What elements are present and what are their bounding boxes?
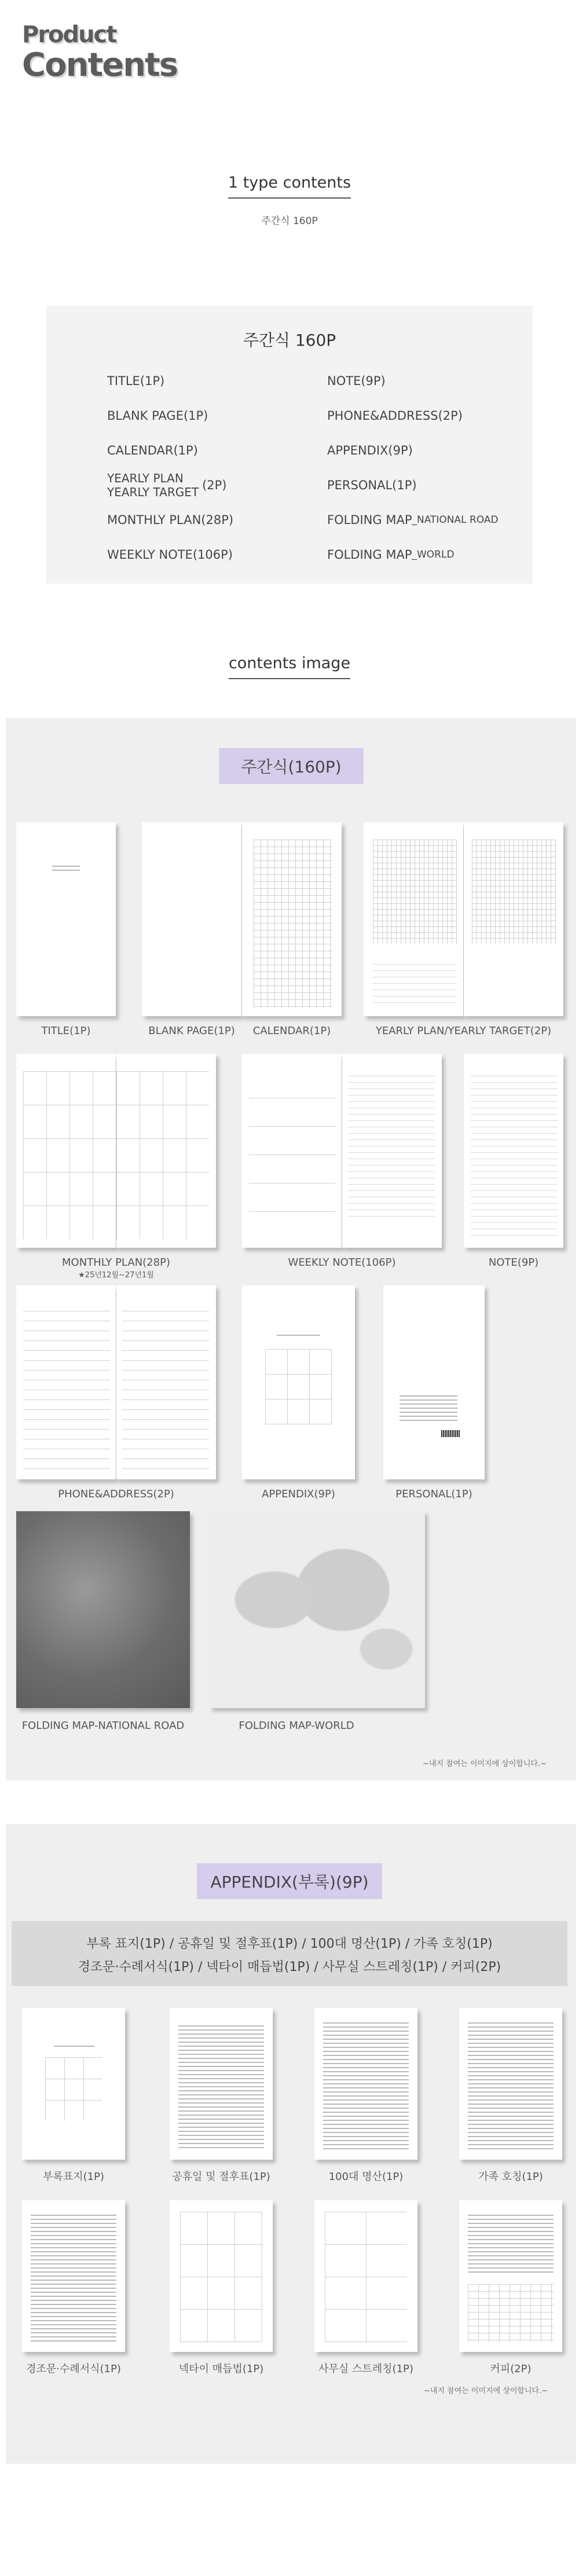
appendix-panel — [6, 1824, 576, 2464]
caption-personal: PERSONAL(1P) — [395, 1488, 472, 1500]
mini-weekly-days — [249, 1070, 336, 1238]
spec-item-fold-national — [327, 503, 499, 537]
thumb-condolence — [22, 2200, 125, 2352]
caption-appendix-5: 넥타이 매듭법(1P) — [178, 2363, 264, 2375]
mini-calendar-grid — [254, 840, 332, 1007]
spec-list-right — [327, 364, 499, 572]
caption-fold-world: FOLDING MAP-WORLD — [239, 1720, 354, 1732]
mini-coffee-text — [468, 2212, 554, 2275]
hero-line-contents: Contents — [22, 46, 178, 84]
fold-national-small: _NATIONAL ROAD — [412, 514, 499, 526]
mini-necktie-steps — [180, 2212, 262, 2342]
thumb-monthly-right — [116, 1054, 216, 1248]
spec-title: 주간식 160P — [243, 331, 336, 350]
appendix-summary-box — [12, 1921, 567, 1986]
contents-pill: 주간식(160P) — [219, 748, 364, 784]
mini-monthly-grid — [23, 1071, 116, 1239]
fold-national-main: FOLDING MAP — [327, 513, 412, 527]
yearly-plan-label: YEARLY PLAN — [107, 471, 184, 485]
thumb-map-world — [210, 1511, 425, 1708]
thumb-phone-left — [16, 1285, 116, 1479]
thumb-necktie — [170, 2200, 273, 2352]
spec-item: PHONE&ADDRESS(2P) — [327, 409, 463, 423]
korea-map-image — [16, 1511, 190, 1708]
spec-item: CALENDAR(1P) — [107, 444, 198, 457]
caption-yearly: YEARLY PLAN/YEARLY TARGET(2P) — [375, 1025, 552, 1037]
mini-appendix-icons — [265, 1349, 332, 1424]
type-section-title: 1 type contents — [228, 174, 351, 199]
caption-appendix-6: 사무실 스트레칭(1P) — [318, 2363, 413, 2375]
thumb-weekly-right — [342, 1054, 442, 1248]
caption-monthly — [16, 1256, 216, 1280]
thumb-phone-right — [116, 1285, 216, 1479]
caption-note: NOTE(9P) — [488, 1256, 539, 1269]
fold-world-main: FOLDING MAP — [327, 548, 412, 562]
mini-phone-lines — [23, 1302, 110, 1472]
thumb-stretching — [314, 2200, 417, 2352]
mini-appendix-title — [277, 1332, 320, 1339]
spec-item: WEEKLY NOTE(106P) — [107, 548, 233, 562]
mini-note-lines — [471, 1070, 558, 1241]
thumb-blank — [142, 822, 241, 1016]
image-section-header — [0, 654, 579, 679]
spec-box — [46, 306, 533, 584]
spec-item: APPENDIX(9P) — [327, 444, 413, 457]
caption-fold-road: FOLDING MAP-NATIONAL ROAD — [21, 1720, 185, 1732]
hero-title — [22, 22, 177, 83]
caption-monthly-label: MONTHLY PLAN(28P) — [62, 1256, 170, 1269]
mini-phone-lines-2 — [122, 1302, 209, 1472]
type-section-subtitle: 주간식 160P — [261, 215, 318, 227]
caption-blank: BLANK PAGE(1P) — [148, 1025, 235, 1037]
caption-appendix-1: 공휴일 및 절후표(1P) — [172, 2171, 270, 2183]
spec-item-fold-world — [327, 537, 499, 572]
caption-appendix-0: 부록표지(1P) — [43, 2171, 104, 2183]
caption-calendar: CALENDAR(1P) — [252, 1025, 331, 1037]
mini-stretching-steps — [325, 2212, 407, 2342]
mini-yearly-grid — [373, 840, 457, 944]
thumb-personal — [383, 1285, 485, 1479]
spec-item: TITLE(1P) — [107, 374, 165, 388]
mini-mountain-table — [323, 2020, 409, 2150]
world-map-image — [210, 1511, 425, 1708]
type-section-header — [0, 174, 579, 227]
yearly-count: (2P) — [202, 478, 227, 492]
caption-appendix: APPENDIX(9P) — [262, 1488, 335, 1500]
thumb-appendix — [242, 1285, 355, 1479]
image-section-title: contents image — [229, 654, 350, 679]
thumb-calendar — [242, 822, 342, 1016]
spec-list-left — [107, 364, 233, 572]
appendix-pill: APPENDIX(부록)(9P) — [197, 1863, 382, 1899]
mini-family-table — [468, 2020, 554, 2150]
barcode-icon — [441, 1430, 460, 1437]
mini-target-grid — [472, 840, 556, 944]
thumb-appendix-cover — [22, 2008, 125, 2160]
mini-condolence-text — [31, 2212, 116, 2342]
spec-item: PERSONAL(1P) — [327, 478, 417, 492]
thumb-mountains — [314, 2008, 417, 2160]
yearly-target-label: YEARLY TARGET — [107, 485, 199, 499]
mini-cover-icons — [45, 2057, 102, 2121]
appendix-summary-line1: 부록 표지(1P) / 공휴일 및 절후표(1P) / 100대 명산(1P) / 가족 호칭(1P) — [86, 1937, 493, 1951]
mini-yearly-lines — [373, 958, 457, 1007]
appendix-summary-line2: 경조문·수례서식(1P) / 넥타이 매듭법(1P) / 사무실 스트레칭(1P) / 커피(2P) — [78, 1960, 501, 1974]
thumb-yearly-plan — [364, 822, 463, 1016]
caption-title: TITLE(1P) — [41, 1025, 91, 1037]
caption-phone: PHONE&ADDRESS(2P) — [58, 1488, 174, 1500]
caption-monthly-note: ★25년12월~27년1월 — [78, 1271, 154, 1280]
thumb-title — [16, 822, 116, 1016]
hero-line-product: Product — [22, 21, 116, 48]
thumb-coffee — [459, 2200, 562, 2352]
appendix-panel-note: ~내지 참여는 이미지에 상이합니다.~ — [424, 2387, 548, 2395]
spec-item: BLANK PAGE(1P) — [107, 409, 208, 423]
caption-appendix-4: 경조문·수례서식(1P) — [26, 2363, 121, 2375]
mini-personal-text — [400, 1393, 457, 1421]
thumb-holidays — [170, 2008, 273, 2160]
mini-cover-title — [54, 2043, 94, 2049]
caption-appendix-2: 100대 명산(1P) — [328, 2171, 404, 2183]
spec-item: NOTE(9P) — [327, 374, 386, 388]
mini-coffee-table — [468, 2284, 554, 2342]
thumb-family-titles — [459, 2008, 562, 2160]
mini-weekly-lines — [348, 1070, 435, 1218]
fold-world-small: _WORLD — [412, 549, 455, 560]
mini-holiday-table — [178, 2022, 264, 2150]
thumb-weekly-left — [242, 1054, 342, 1248]
contents-panel-note: ~내지 참여는 이미지에 상이합니다.~ — [423, 1760, 547, 1768]
thumb-map-national-road — [16, 1511, 190, 1708]
thumb-note — [464, 1054, 563, 1248]
mini-monthly-grid-2 — [116, 1071, 209, 1239]
spec-item-yearly — [107, 468, 233, 503]
caption-appendix-3: 가족 호칭(1P) — [478, 2171, 543, 2183]
thumb-monthly-left — [16, 1054, 116, 1248]
caption-appendix-7: 커피(2P) — [490, 2363, 532, 2375]
contents-panel — [6, 718, 576, 1780]
mini-title-text — [52, 863, 80, 871]
thumb-yearly-target — [464, 822, 563, 1016]
spec-item: MONTHLY PLAN(28P) — [107, 513, 234, 527]
caption-weekly: WEEKLY NOTE(106P) — [288, 1256, 396, 1269]
